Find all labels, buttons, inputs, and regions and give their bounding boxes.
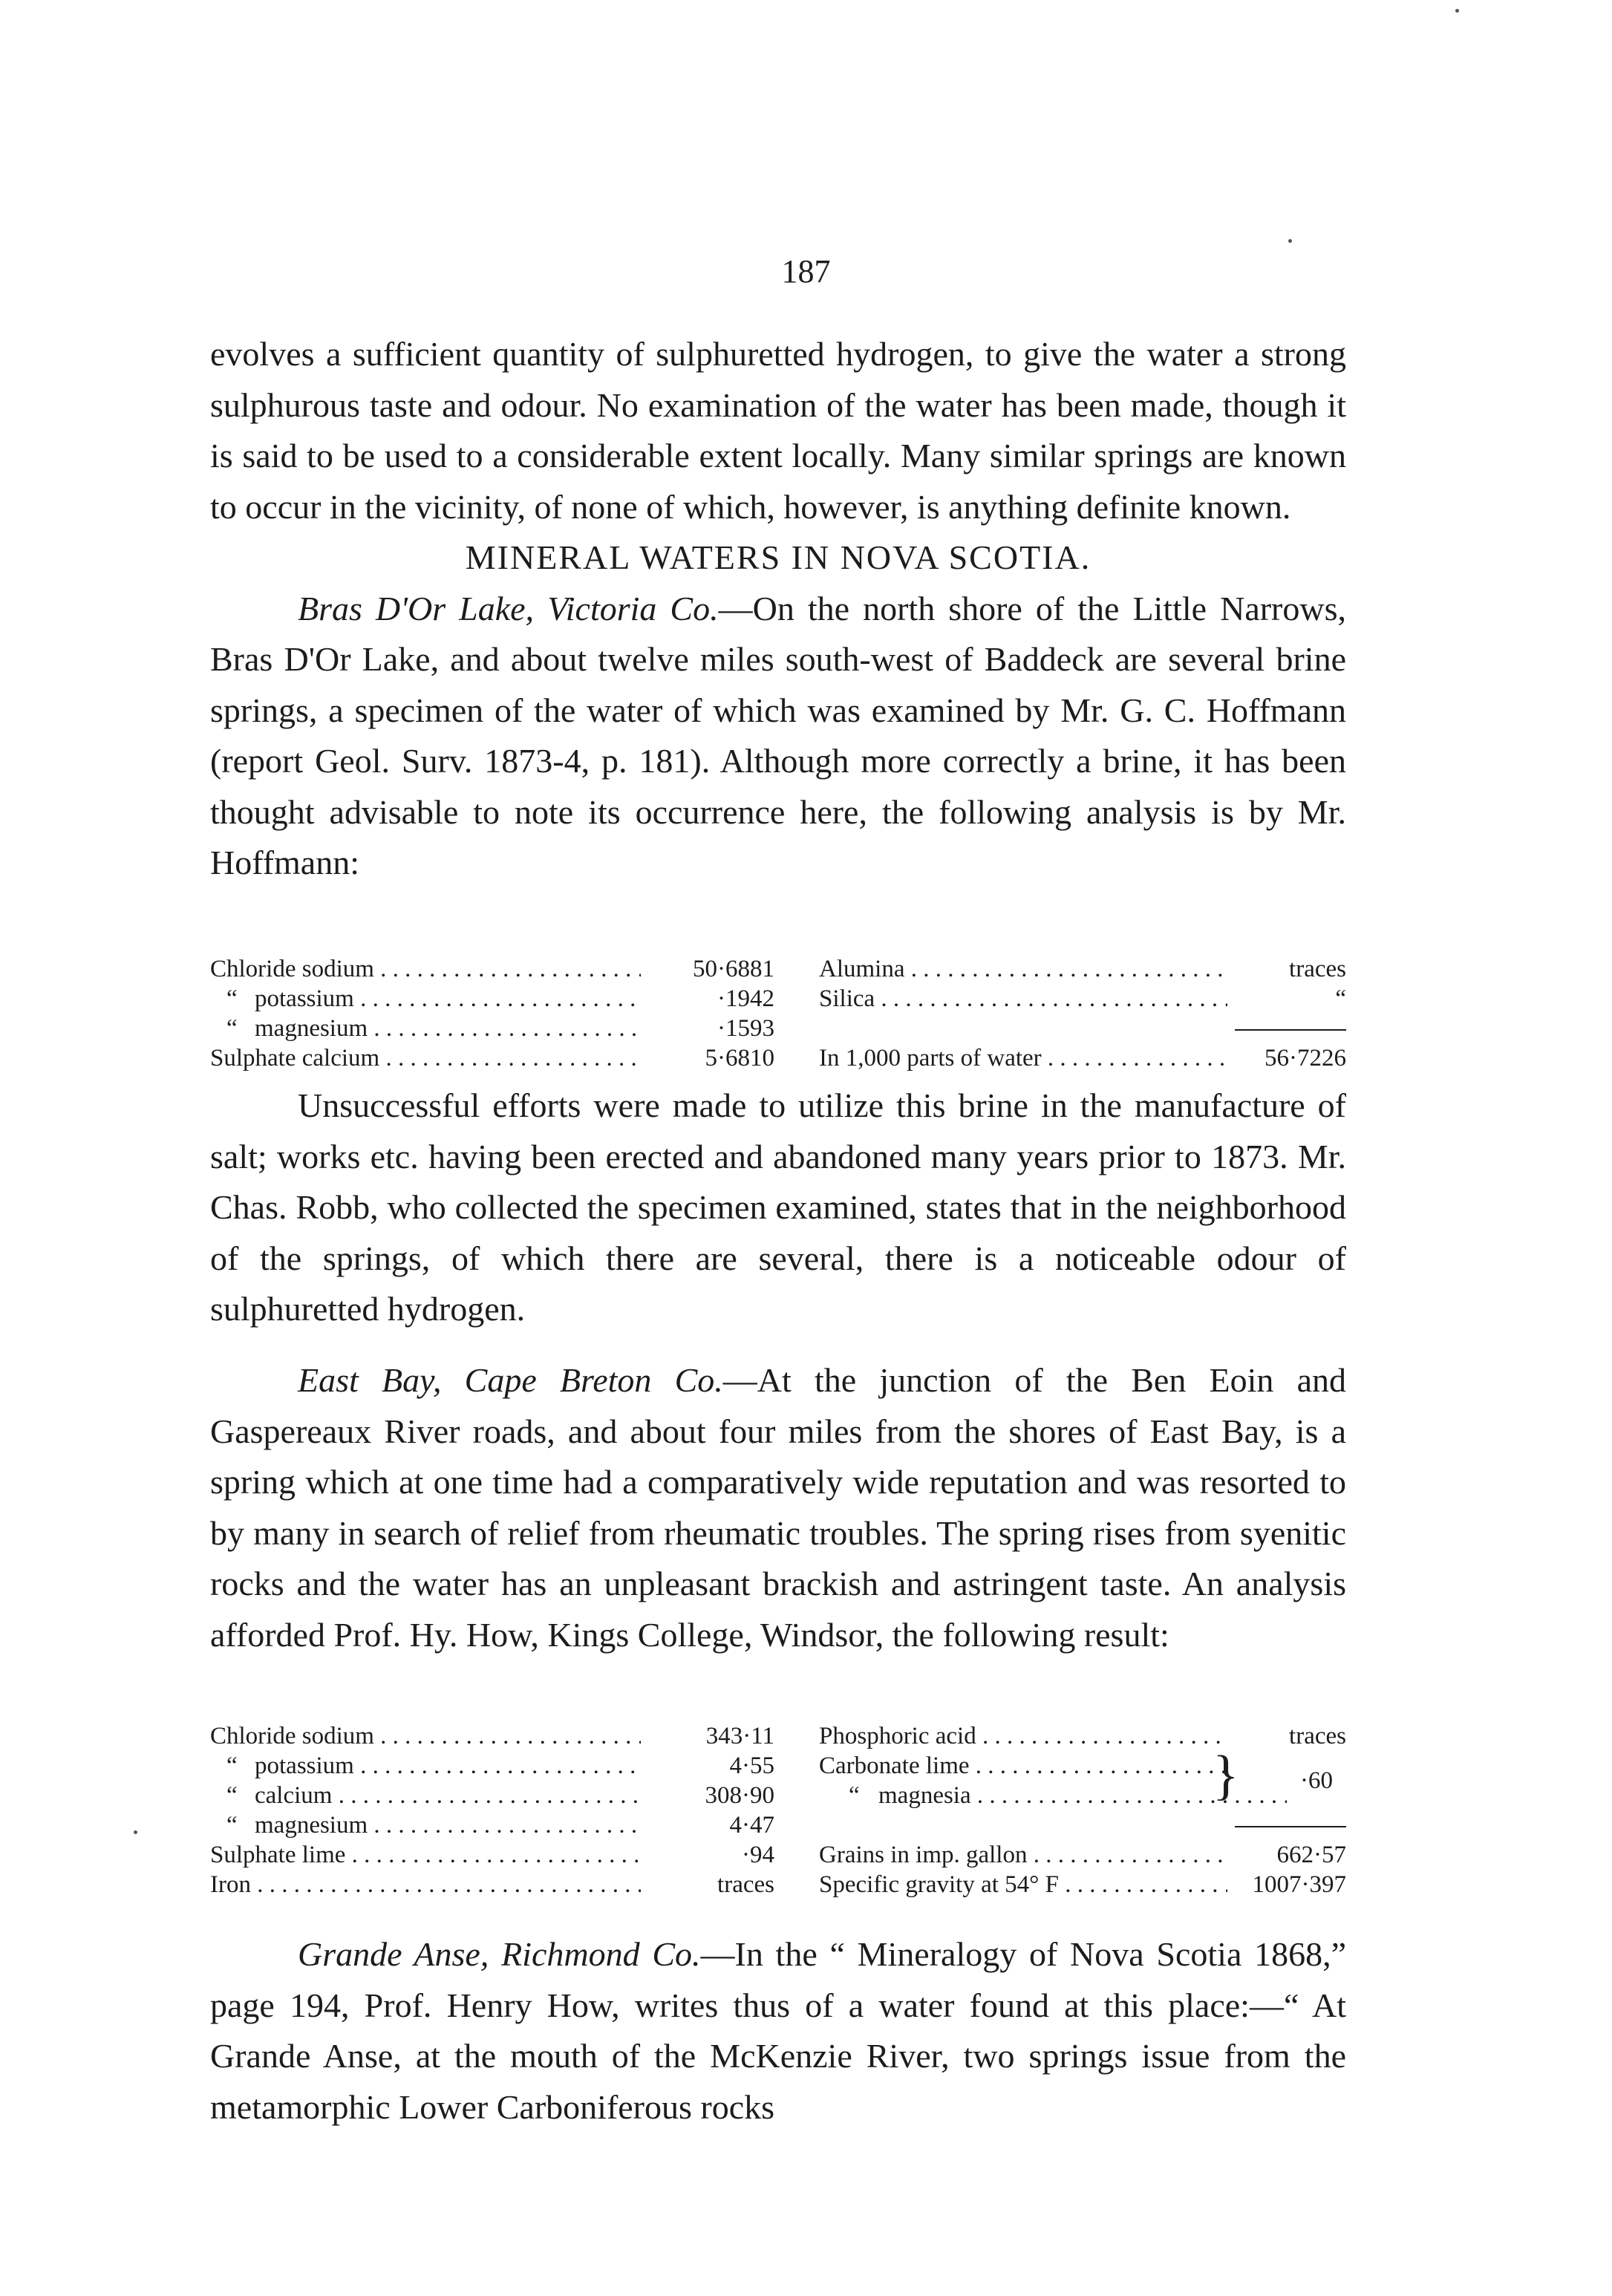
- row-value: 5·6810: [705, 1045, 774, 1072]
- row-label: “ magnesia . . .: [789, 1781, 1287, 1810]
- bras-dor-followup: [210, 1080, 1346, 1335]
- table-row: [210, 984, 1346, 1014]
- grande-anse-text: —In the “ Mineralogy of Nova Scotia 1868,” page 194, Prof. Henry How, writes thus of a water found at this place:—“ At Grande Anse, at the mouth of the McKenzie River, two springs issue from the metamorphic Lower Carboniferous rocks: [210, 1935, 1346, 2126]
- east-bay-section: [210, 1355, 1346, 1660]
- paragraph-east-bay: [210, 1355, 1346, 1660]
- intro-paragraph: [210, 329, 1346, 889]
- row-label: In 1,000 parts of water . . .: [789, 1043, 1227, 1073]
- table-row: [210, 1751, 1346, 1781]
- table-row: [210, 954, 1346, 984]
- paragraph-intro: evolves a sufficient quantity of sulphuretted hydrogen, to give the water a strong sulphurous taste and odour. No examination of the water has been made, though it is said to be used to a considerable extent locally. Many similar springs are known to occur in the vicinity, of none of which, however, is anything definite known.: [210, 335, 1346, 526]
- grande-anse-title: Grande Anse, Richmond Co.: [298, 1935, 701, 1973]
- row-value: ·1593: [717, 1015, 774, 1042]
- east-bay-title: East Bay, Cape Breton Co.: [298, 1361, 723, 1399]
- bras-dor-analysis-table: [210, 954, 1346, 1073]
- table-row: [210, 1781, 1346, 1810]
- sum-rule: [1235, 1029, 1346, 1031]
- table-row: [210, 1043, 1346, 1073]
- paragraph-bras-dor: [210, 584, 1346, 889]
- row-label: Specific gravity at 54° F . . .: [789, 1870, 1227, 1899]
- row-label: Sulphate lime . . .: [210, 1840, 641, 1870]
- row-value: “: [1335, 985, 1346, 1012]
- right-brace: }: [1213, 1745, 1239, 1806]
- scan-speck: [1455, 9, 1459, 13]
- paragraph-grande-anse: [210, 1929, 1346, 2133]
- east-bay-analysis-table: [210, 1721, 1346, 1899]
- row-label: Alumina . . .: [789, 954, 1227, 984]
- row-value: 308·90: [705, 1782, 774, 1809]
- table-row: [210, 1014, 1346, 1043]
- row-value: traces: [717, 1871, 774, 1898]
- bras-dor-title: Bras D'Or Lake, Victoria Co.: [298, 589, 719, 627]
- row-label: Iron . . .: [210, 1870, 641, 1899]
- row-value: 4·47: [729, 1812, 774, 1839]
- bras-dor-text: —On the north shore of the Little Narrows, Bras D'Or Lake, and about twelve miles south-west of Baddeck are several brine springs, a specimen of the water of which was examined by Mr. G. C. Hoffmann (report Geol. Surv. 1873-4, p. 181). Although more correctly a brine, it has been thought advisable to note its occurrence here, the following analysis is by Mr. Hoffmann:: [210, 589, 1346, 881]
- table-row: [210, 1810, 1346, 1840]
- east-bay-text: —At the junction of the Ben Eoin and Gaspereaux River roads, and about four miles from the shores of East Bay, is a spring which at one time had a comparatively wide reputation and was resorted to by many in search of relief from rheumatic troubles. The spring rises from syenitic rocks and the water has an unpleasant brackish and astringent taste. An analysis afforded Prof. Hy. How, Kings College, Windsor, the following result:: [210, 1361, 1346, 1654]
- row-label: “ magnesium . . .: [210, 1810, 641, 1840]
- row-value: ·94: [742, 1842, 774, 1868]
- sum-rule: [1235, 1826, 1346, 1827]
- row-value: 50·6881: [693, 956, 774, 982]
- page-number: 187: [781, 253, 831, 290]
- row-value: ·1942: [717, 985, 774, 1012]
- row-label: “ magnesium . . .: [210, 1014, 641, 1043]
- table-row: [210, 1840, 1346, 1870]
- row-value: 56·7226: [1265, 1045, 1346, 1072]
- table-row: [210, 1870, 1346, 1899]
- row-label: Carbonate lime . . .: [789, 1751, 1227, 1781]
- row-label: Grains in imp. gallon . . .: [789, 1840, 1227, 1870]
- row-label: “ potassium . . .: [210, 984, 641, 1014]
- section-heading: MINERAL WATERS IN NOVA SCOTIA.: [465, 538, 1091, 576]
- scan-speck: [1288, 239, 1292, 243]
- row-label: “ potassium . . .: [210, 1751, 641, 1781]
- carbonate-combined-value: ·60: [1300, 1767, 1333, 1794]
- table-row: [210, 1721, 1346, 1751]
- paragraph-bras-after: Unsuccessful efforts were made to utilize this brine in the manufacture of salt; works etc. having been erected and abandoned many years prior to 1873. Mr. Chas. Robb, who collected the specimen examined, states that in the neighborhood of the springs, of which there are several, there is a noticeable odour of sulphuretted hydrogen.: [210, 1086, 1346, 1328]
- row-label: Sulphate calcium . . .: [210, 1043, 641, 1073]
- row-label: Chloride sodium . . .: [210, 1721, 641, 1751]
- row-value: 1007·397: [1252, 1871, 1346, 1898]
- row-label: Silica . . .: [789, 984, 1227, 1014]
- row-label: Chloride sodium . . .: [210, 954, 641, 984]
- row-label: Phosphoric acid . . .: [789, 1721, 1227, 1751]
- grande-anse-section: [210, 1929, 1346, 2133]
- row-value: 4·55: [729, 1752, 774, 1779]
- row-value: 343·11: [705, 1723, 774, 1749]
- row-label: “ calcium . . .: [210, 1781, 641, 1810]
- row-value: traces: [1289, 956, 1346, 982]
- row-value: traces: [1289, 1723, 1346, 1749]
- scan-speck: [134, 1830, 137, 1834]
- row-value: 662·57: [1276, 1842, 1346, 1868]
